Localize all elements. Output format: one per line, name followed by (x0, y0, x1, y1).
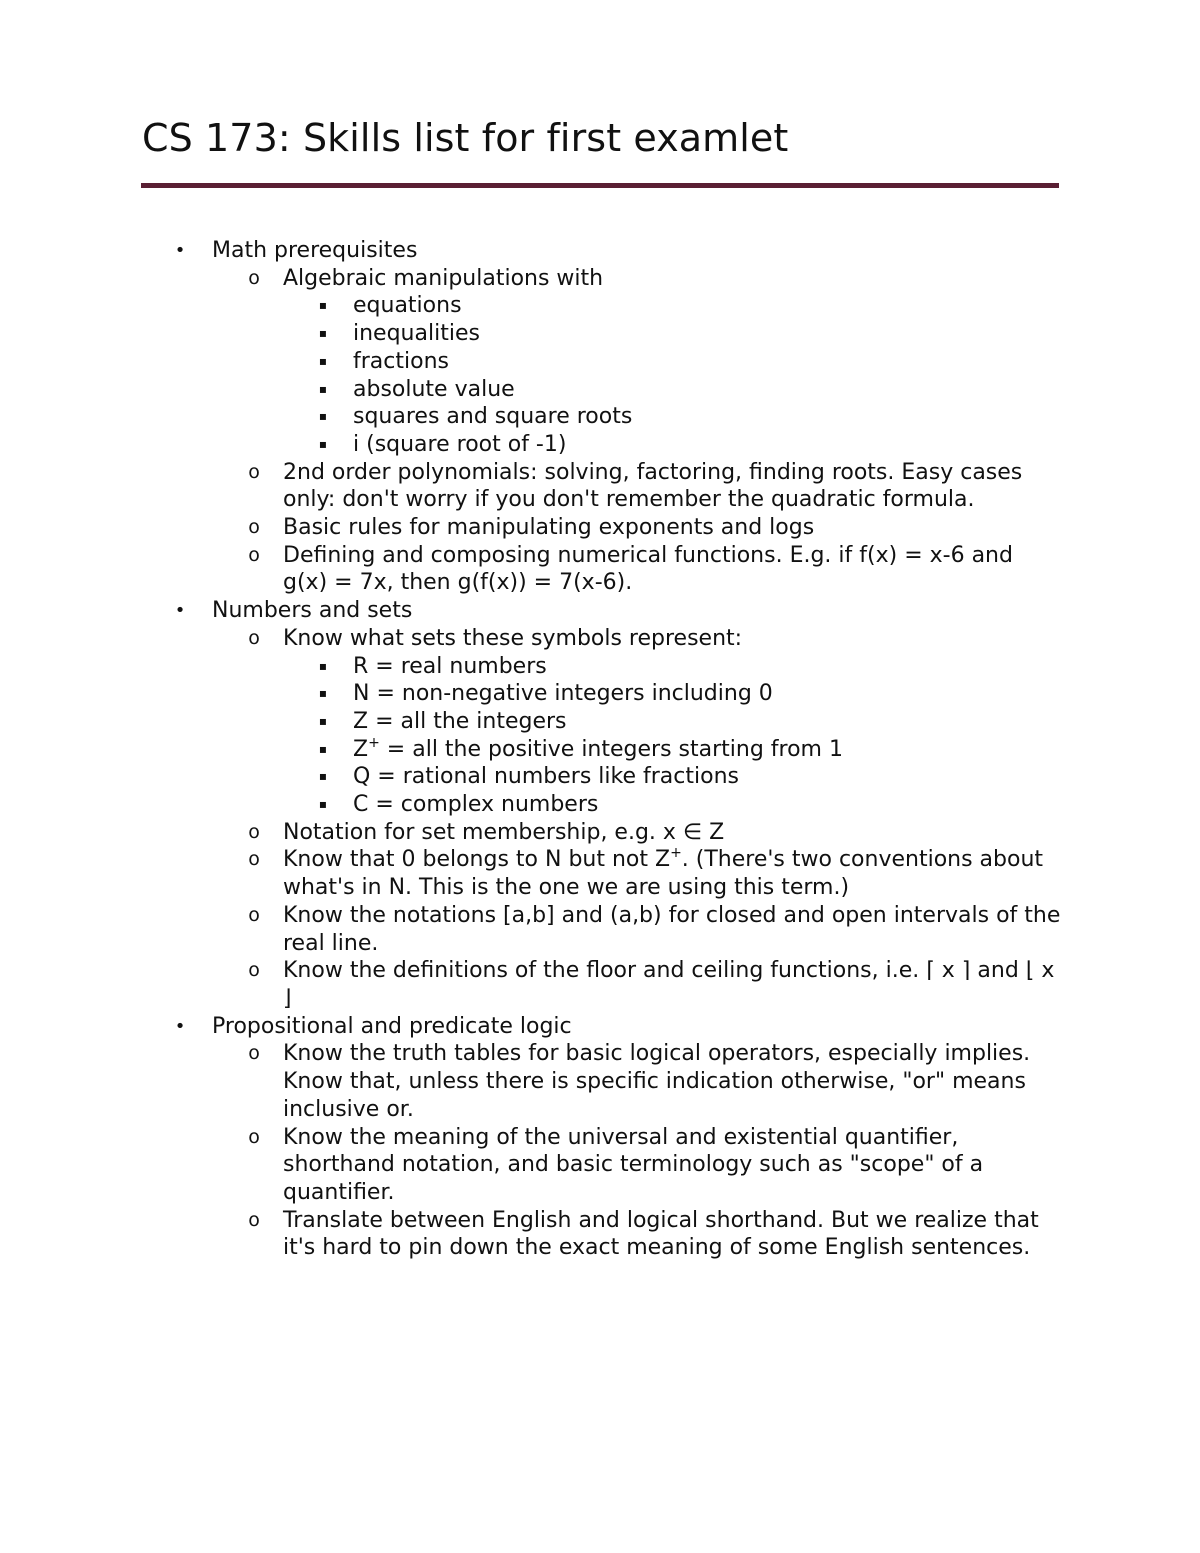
list-item (0, 791, 1200, 819)
subitem-text: Algebraic manipulations with (283, 265, 604, 291)
hollow-bullet-icon: o (248, 266, 260, 289)
subitem-text: Know what sets these symbols represent: (283, 625, 743, 651)
title-divider (141, 183, 1059, 188)
subitem-algebra (0, 265, 1200, 293)
subitem-text: Translate between English and logical shorthand. But we realize that it's hard to pin down the exact meaning of some English sentences. (283, 1207, 1039, 1261)
hollow-bullet-icon: o (248, 516, 260, 539)
page-title: CS 173: Skills list for first examlet (142, 116, 789, 160)
list-item-text: inequalities (353, 321, 480, 347)
section-numbers-and-sets (0, 597, 1200, 625)
bullet-icon: • (174, 1015, 186, 1037)
list-item-text: squares and square roots (353, 404, 633, 430)
section-label: Math prerequisites (212, 238, 418, 263)
hollow-bullet-icon: o (248, 460, 260, 483)
list-item-text: Z = all the integers (353, 708, 567, 734)
section-label: Numbers and sets (212, 598, 413, 624)
subitem-intervals (0, 902, 1200, 957)
set-letter: Z (353, 736, 369, 762)
list-item-text: fractions (353, 348, 449, 374)
list-item (0, 376, 1200, 404)
hollow-bullet-icon: o (248, 1042, 260, 1065)
list-item (0, 680, 1200, 708)
list-item (0, 403, 1200, 431)
bullet-icon: • (174, 600, 186, 622)
text-fragment: Know that 0 belongs to N but not Z (283, 847, 671, 873)
section-label: Propositional and predicate logic (212, 1013, 572, 1039)
hollow-bullet-icon: o (248, 903, 260, 926)
list-item-text (353, 736, 1053, 764)
subitem-zero-membership (0, 846, 1200, 901)
subitem-polynomials (0, 459, 1200, 514)
hollow-bullet-icon: o (248, 543, 260, 566)
subitem-truth-tables (0, 1040, 1200, 1123)
list-item (0, 763, 1200, 791)
list-item-text: R = real numbers (353, 653, 547, 679)
hollow-bullet-icon: o (248, 820, 260, 843)
list-item (0, 653, 1200, 681)
subitem-text: Know the meaning of the universal and existential quantifier, shorthand notation, and basic terminology such as "scope" of a quantifier. (283, 1124, 984, 1205)
list-item (0, 736, 1200, 764)
square-bullet-icon: ▪ (318, 298, 328, 313)
list-item-text: N = non-negative integers including 0 (353, 681, 773, 707)
list-item (0, 708, 1200, 736)
section-logic (0, 1013, 1200, 1041)
subitem-text: Basic rules for manipulating exponents and logs (283, 515, 815, 541)
square-bullet-icon: ▪ (318, 381, 328, 396)
list-item (0, 431, 1200, 459)
square-bullet-icon: ▪ (318, 686, 328, 701)
bullet-icon: • (174, 240, 186, 261)
list-item (0, 348, 1200, 376)
square-bullet-icon: ▪ (318, 713, 328, 728)
list-item-text: Q = rational numbers like fractions (353, 764, 739, 790)
section-math-prerequisites (0, 237, 1200, 265)
hollow-bullet-icon: o (248, 959, 260, 982)
square-bullet-icon: ▪ (318, 436, 328, 451)
hollow-bullet-icon: o (248, 848, 260, 871)
text-fragment: . (There's two conventions about what's in N. This is the one we are using this term.) (283, 847, 1044, 901)
superscript-plus: + (368, 734, 380, 751)
superscript-plus: + (670, 845, 682, 862)
list-item-text: C = complex numbers (353, 792, 599, 818)
square-bullet-icon: ▪ (318, 797, 328, 812)
subitem-text: Know the notations [a,b] and (a,b) for closed and open intervals of the real line. (283, 902, 1061, 956)
square-bullet-icon: ▪ (318, 741, 328, 756)
subitem-translate (0, 1207, 1200, 1262)
subitem-text (283, 846, 1063, 901)
set-description: = all the positive integers starting from 1 (379, 736, 843, 762)
subitem-text: Know the definitions of the floor and ceiling functions, i.e. ⌈ x ⌉ and ⌊ x ⌋ (283, 958, 1055, 1011)
skills-outline (0, 237, 1200, 1262)
hollow-bullet-icon: o (248, 626, 260, 649)
subitem-quantifiers (0, 1124, 1200, 1207)
subitem-exponents (0, 514, 1200, 542)
subitem-text: Know the truth tables for basic logical operators, especially implies. Know that, unless there is specific indication otherwise, "or" means inclusive or. (283, 1041, 1031, 1122)
subitem-functions (0, 542, 1200, 597)
square-bullet-icon: ▪ (318, 326, 328, 341)
list-item (0, 320, 1200, 348)
subitem-set-symbols (0, 625, 1200, 653)
hollow-bullet-icon: o (248, 1125, 260, 1148)
list-item-text: equations (353, 293, 462, 319)
subitem-floor-ceiling (0, 957, 1200, 1012)
subitem-text: 2nd order polynomials: solving, factoring, finding roots. Easy cases only: don't worry if you don't remember the quadratic formula. (283, 459, 1023, 513)
hollow-bullet-icon: o (248, 1208, 260, 1231)
square-bullet-icon: ▪ (318, 409, 328, 424)
square-bullet-icon: ▪ (318, 353, 328, 368)
list-item-text: i (square root of -1) (353, 431, 567, 457)
square-bullet-icon: ▪ (318, 769, 328, 784)
list-item (0, 292, 1200, 320)
subitem-text: Defining and composing numerical functions. E.g. if f(x) = x-6 and g(x) = 7x, then g(f(x)) = 7(x-6). (283, 542, 1013, 596)
list-item-text: absolute value (353, 376, 515, 402)
subitem-membership (0, 819, 1200, 847)
subitem-text: Notation for set membership, e.g. x ∈ Z (283, 819, 725, 845)
square-bullet-icon: ▪ (318, 658, 328, 673)
